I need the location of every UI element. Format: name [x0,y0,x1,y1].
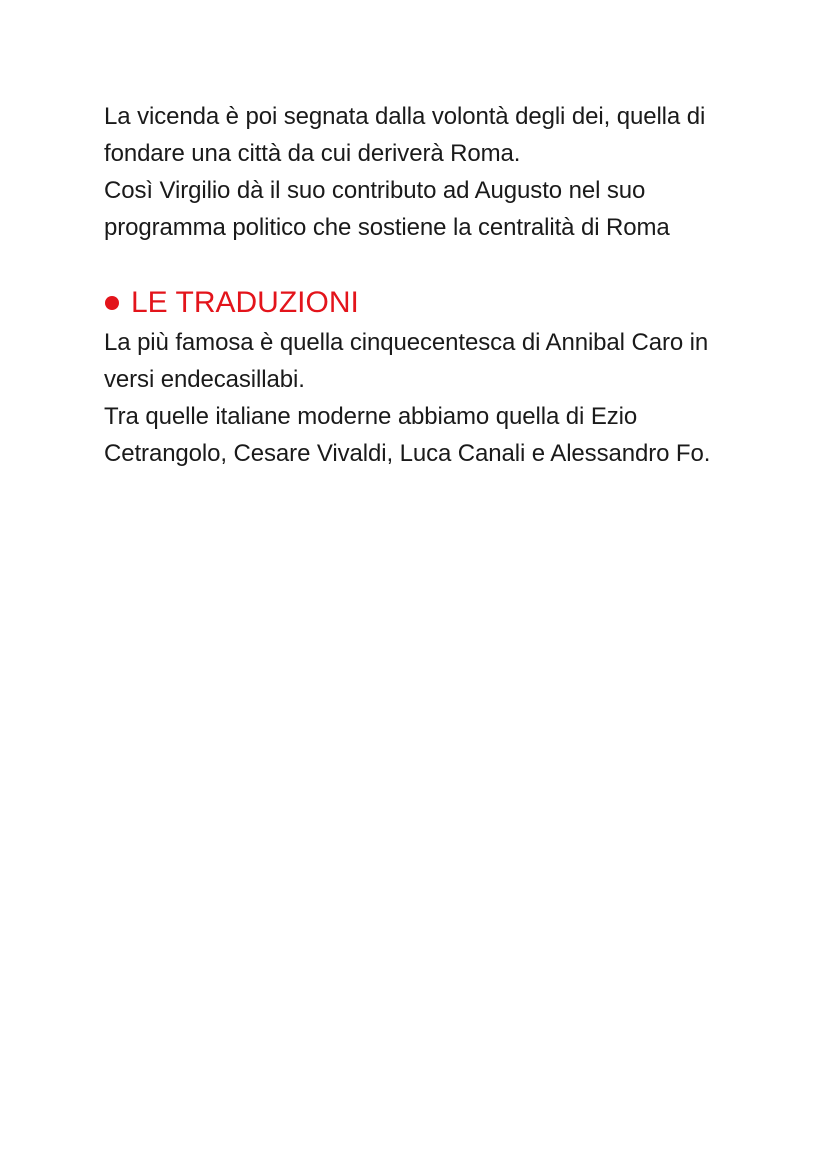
text-line: Tra quelle italiane moderne abbiamo quella di Ezio [104,403,638,430]
page-content [104,98,794,472]
paragraph-vicenda [104,98,794,246]
text-line: Cetrangolo, Cesare Vivaldi, Luca Canali e Alessandro Fo. [104,440,711,467]
text-line: La vicenda è poi segnata dalla volontà degli dei, quella di [104,103,706,130]
bullet-icon [105,296,119,310]
text-line: programma politico che sostiene la centralità di Roma [104,214,670,241]
section-spacer [104,246,794,282]
text-line: Così Virgilio dà il suo contributo ad Augusto nel suo [104,177,646,204]
text-line: La più famosa è quella cinquecentesca di Annibal Caro in [104,329,709,356]
text-line: fondare una città da cui deriverà Roma. [104,140,521,167]
text-line: versi endecasillabi. [104,366,305,393]
section-heading [104,282,794,324]
section-heading-label: LE TRADUZIONI [131,286,359,319]
paragraph-traduzioni [104,324,794,472]
